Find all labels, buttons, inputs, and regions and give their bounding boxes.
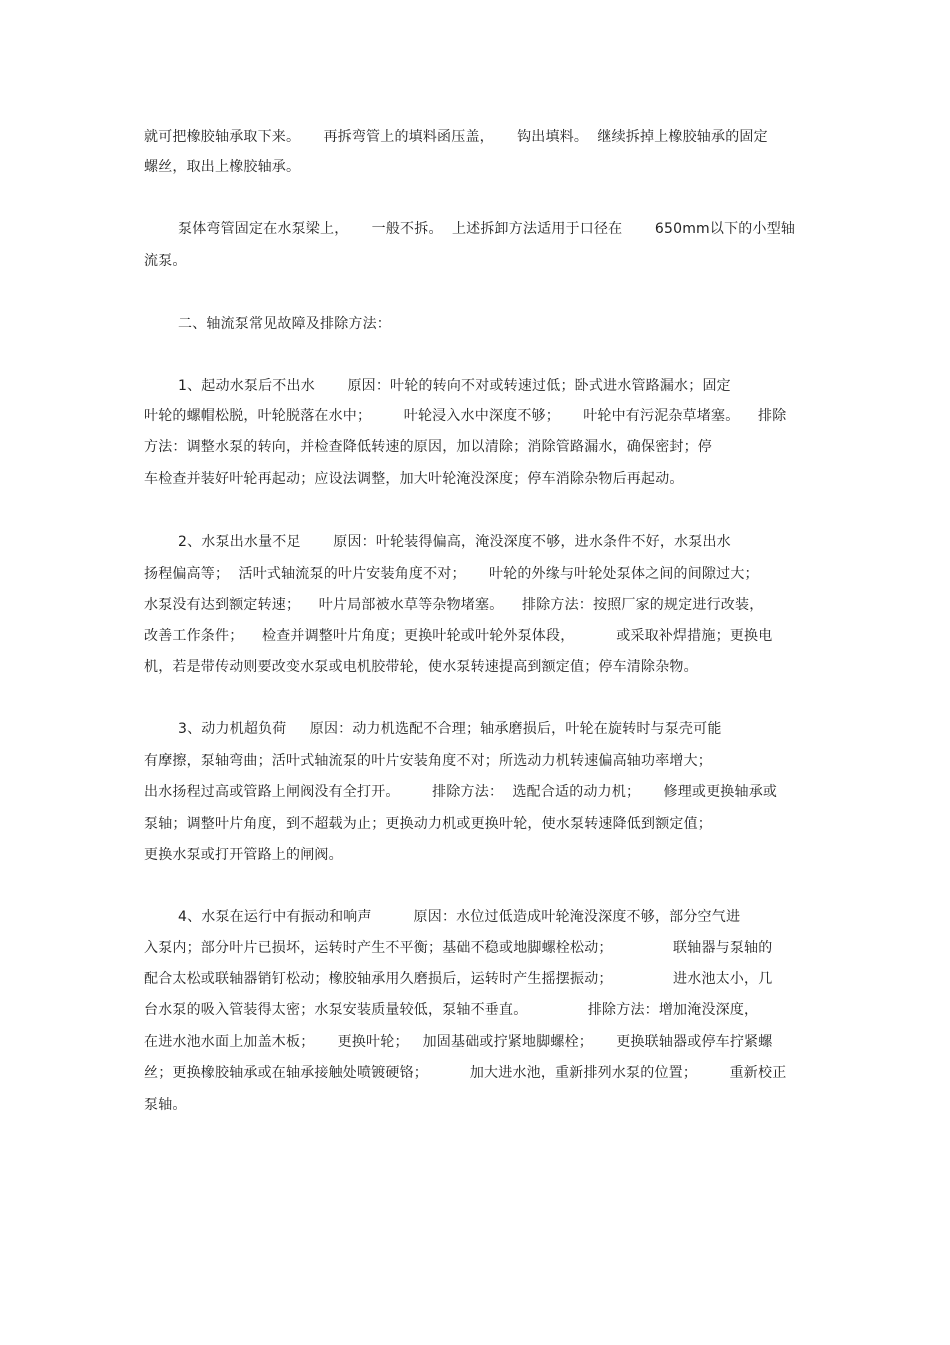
s4-line-7: 泵轴。: [144, 1097, 187, 1113]
s3-line-5: 更换水泵或打开管路上的闸阀。: [144, 847, 343, 863]
s1-line-4: 车检查并装好叶轮再起动；应设法调整，加大叶轮淹没深度；停车消除杂物后再起动。: [144, 471, 684, 487]
p2-line-2: 流泵。: [144, 253, 187, 269]
s2-line-4: 改善工作条件； 检查并调整叶片角度；更换叶轮或叶轮外泵体段， 或采取补焊措施；更换电: [144, 628, 773, 644]
s4-line-4: 台水泵的吸入管装得太密；水泵安装质量较低，泵轴不垂直。 排除方法：增加淹没深度，: [144, 1002, 759, 1018]
s1-line-3: 方法：调整水泵的转向，并检查降低转速的原因，加以清除；消除管路漏水，确保密封；停: [144, 439, 712, 455]
s2-line-5: 机，若是带传动则要改变水泵或电机胶带轮，使水泵转速提高到额定值；停车清除杂物。: [144, 659, 698, 675]
p2-line-1: 泵体弯管固定在水泵梁上， 一般不拆。 上述拆卸方法适用于口径在 650mm以下的小型轴: [178, 221, 796, 237]
s2-line-2: 扬程偏高等； 活叶式轴流泵的叶片安装角度不对； 叶轮的外缘与叶轮处泵体之间的间隙过大；: [144, 566, 759, 582]
s1-line-2: 叶轮的螺帽松脱，叶轮脱落在水中； 叶轮浸入水中深度不够； 叶轮中有污泥杂草堵塞。 排除: [144, 408, 787, 424]
s4-line-2: 入泵内；部分叶片已损坏，运转时产生不平衡；基础不稳或地脚螺栓松动； 联轴器与泵轴的: [144, 940, 773, 956]
s3-line-4: 泵轴；调整叶片角度，到不超载为止；更换动力机或更换叶轮，使水泵转速降低到额定值；: [144, 816, 712, 832]
s4-line-1: 4、水泵在运行中有振动和响声 原因：水位过低造成叶轮淹没深度不够，部分空气进: [178, 909, 741, 925]
section-heading: 二、轴流泵常见故障及排除方法：: [178, 316, 391, 332]
p1-line-2: 螺丝，取出上橡胶轴承。: [144, 159, 301, 175]
s3-line-3: 出水扬程过高或管路上闸阀没有全打开。 排除方法： 选配合适的动力机； 修理或更换轴承或: [144, 784, 778, 800]
p1-line-1: 就可把橡胶轴承取下来。 再拆弯管上的填料函压盖， 钩出填料。 继续拆掉上橡胶轴承的固定: [144, 129, 768, 145]
s4-line-3: 配合太松或联轴器销钉松动；橡胶轴承用久磨损后，运转时产生摇摆振动； 进水池太小，几: [144, 971, 773, 987]
s4-line-5: 在进水池水面上加盖木板； 更换叶轮； 加固基础或拧紧地脚螺栓； 更换联轴器或停车拧紧螺: [144, 1034, 773, 1050]
s2-line-3: 水泵没有达到额定转速； 叶片局部被水草等杂物堵塞。 排除方法：按照厂家的规定进行改装，: [144, 597, 764, 613]
s4-line-6: 丝；更换橡胶轴承或在轴承接触处喷镀硬铬； 加大进水池，重新排列水泵的位置； 重新校正: [144, 1065, 787, 1081]
s1-line-1: 1、起动水泵后不出水 原因：叶轮的转向不对或转速过低；卧式进水管路漏水；固定: [178, 378, 731, 394]
s3-line-1: 3、动力机超负荷 原因：动力机选配不合理；轴承磨损后，叶轮在旋转时与泵壳可能: [178, 721, 722, 737]
s2-line-1: 2、水泵出水量不足 原因：叶轮装得偏高，淹没深度不够，进水条件不好，水泵出水: [178, 534, 731, 550]
s3-line-2: 有摩擦，泵轴弯曲；活叶式轴流泵的叶片安装角度不对；所选动力机转速偏高轴功率增大；: [144, 753, 712, 769]
